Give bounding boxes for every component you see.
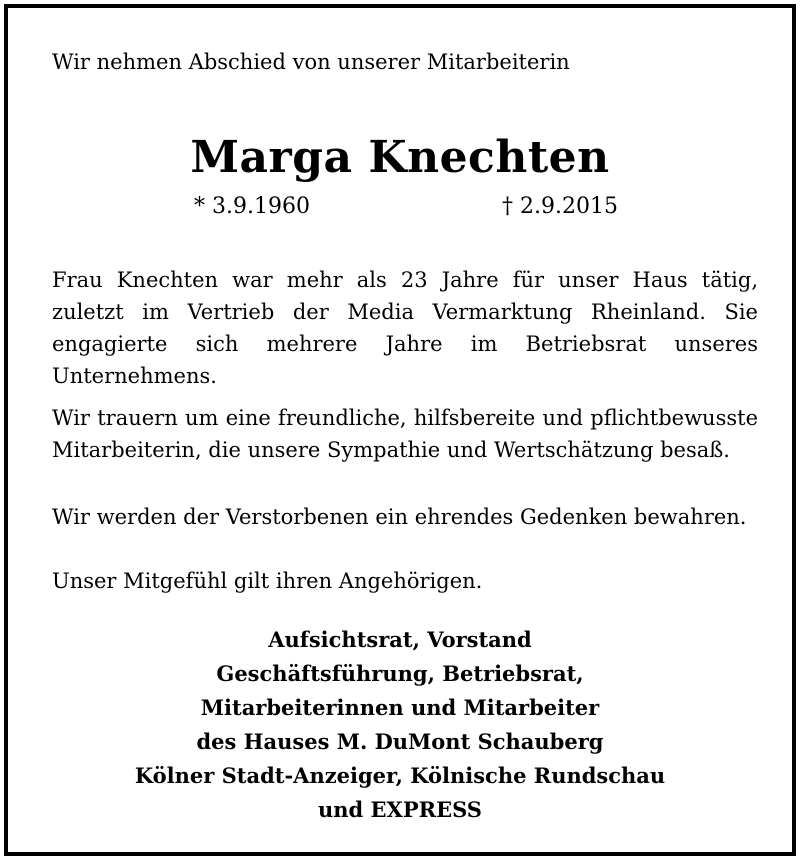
birth-date: * 3.9.1960: [194, 194, 310, 219]
deceased-name: Marga Knechten: [190, 132, 610, 183]
signature-block: [8, 623, 792, 827]
paragraph-career: Frau Knechten war mehr als 23 Jahre für unser Haus tätig, zuletzt im Vertrieb der Media Vermarktung Rheinland. Sie engagierte sich mehrere Jahre im Betriebsrat unseres Unternehmens.: [52, 268, 758, 388]
paragraph-remembrance: Wir werden der Verstorbenen ein ehrendes Gedenken bewahren.: [52, 505, 747, 529]
death-date: † 2.9.2015: [502, 194, 618, 219]
signature-line: Aufsichtsrat, Vorstand: [268, 627, 532, 652]
signature-line: Mitarbeiterinnen und Mitarbeiter: [200, 695, 600, 720]
paragraph-mourning: Wir trauern um eine freundliche, hilfsbereite und pflichtbewusste Mitarbeiterin, die unsere Sympathie und Wertschätzung besaß.: [52, 406, 758, 462]
signature-line: des Hauses M. DuMont Schauberg: [196, 729, 604, 754]
intro-line: Wir nehmen Abschied von unserer Mitarbeiterin: [52, 50, 570, 74]
obituary-notice: [4, 4, 796, 856]
signature-line: Geschäftsführung, Betriebsrat,: [216, 661, 584, 686]
paragraph-condolence: Unser Mitgefühl gilt ihren Angehörigen.: [52, 569, 483, 593]
signature-line: Kölner Stadt-Anzeiger, Kölnische Rundschau: [134, 763, 666, 788]
signature-line: und EXPRESS: [318, 797, 482, 822]
